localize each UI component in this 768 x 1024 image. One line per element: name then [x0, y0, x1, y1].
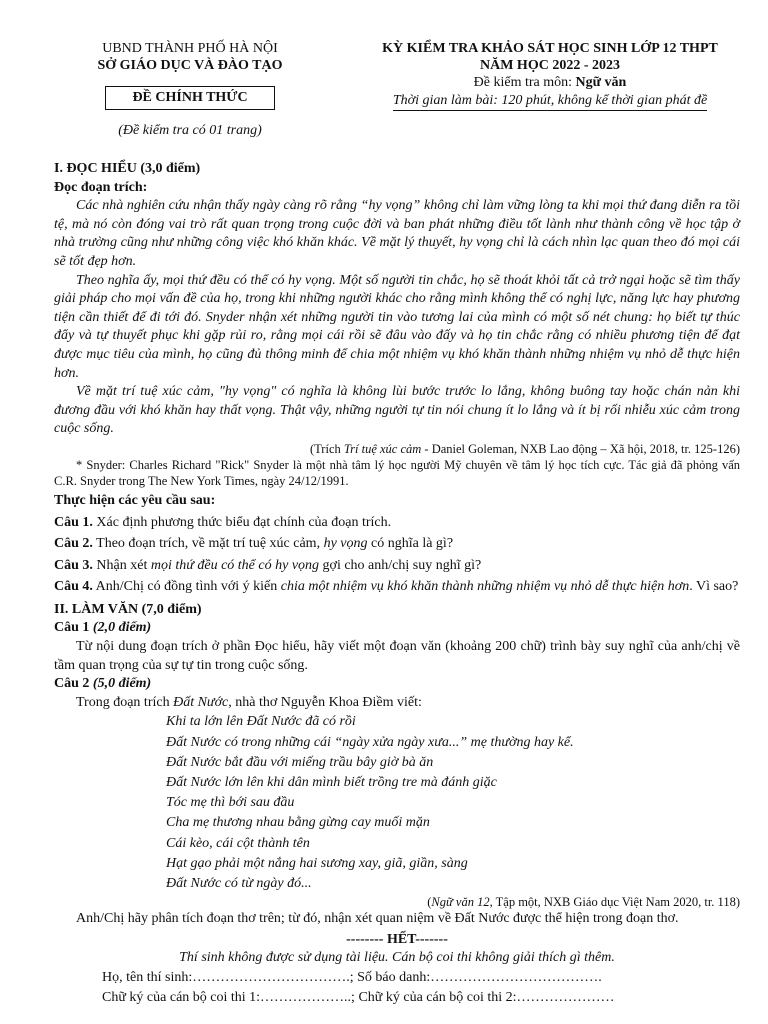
exam-body [54, 158, 740, 1009]
school-year: NĂM HỌC 2022 - 2023 [480, 58, 620, 73]
subject-name: Ngữ văn [575, 75, 627, 90]
q2-label: Câu 2. [54, 536, 93, 552]
exam-header [54, 40, 740, 148]
proctor-signature-line: Chữ ký của cán bộ coi thi 1:………………..; Chữ ký của cán bộ coi thi 2:………………… [102, 990, 615, 1006]
pages-note: (Đề kiểm tra có 01 trang) [118, 123, 262, 138]
task-label: Thực hiện các yêu cầu sau: [54, 492, 216, 508]
read-label: Đọc đoạn trích: [54, 179, 148, 195]
c2-intro-b: , nhà thơ Nguyễn Khoa Điềm viết: [228, 694, 422, 710]
part2-title: II. LÀM VĂN (7,0 điểm) [54, 601, 202, 617]
question-3 [54, 557, 740, 576]
passage-source [54, 441, 740, 457]
end-marker: -------- HẾT------- [346, 931, 448, 947]
poem-line: Đất Nước có từ ngày đó... [166, 876, 312, 892]
passage-paragraph: Theo nghĩa ấy, mọi thứ đều có thể có hy vọng. Một số người tin chắc, họ sẽ thoát khỏi tất cả trở ngại hoặc sẽ tìm thấy giải pháp cho mọi vấn đề của họ, trong khi những người khác cho rằng mình không thể có nghị lực, năng lực hay phương tiện cần thiết để đi tới đó. Snyder nhận xét những người tin vào tương lai của mình có một số nét chung: họ biết tự thúc đẩy và tự thuyết phục khi gặp rủi ro, rằng mọi cái rồi sẽ đâu vào đấy và họ tin chắc rằng có nhiều phương tiện để đạt được mục tiêu của mình, họ cũng đủ thông minh để chia một nhiệm vụ khó khăn thành những nhiệm vụ nhỏ dễ thực hiện hơn. [54, 272, 740, 381]
c2-intro-emphasis: Đất Nước [173, 694, 229, 710]
exam-title: KỲ KIỂM TRA KHẢO SÁT HỌC SINH LỚP 12 THPT [382, 41, 718, 56]
source-prefix: (Trích [309, 441, 344, 456]
time-line: Thời gian làm bài: 120 phút, không kể thời gian phát đề [393, 92, 707, 111]
q2-text-a: Theo đoạn trích, về mặt trí tuệ xúc cảm, [92, 536, 324, 552]
c2-label: Câu 2 [54, 676, 93, 692]
poem-line: Đất Nước bắt đầu với miếng trầu bây giờ bà ăn [166, 754, 434, 770]
q1-label: Câu 1. [54, 514, 93, 530]
poem-line: Khi ta lớn lên Đất Nước đã có rồi [166, 714, 356, 730]
poem-line: Đất Nước có trong những cái “ngày xửa ngày xưa...” mẹ thường hay kể. [166, 734, 574, 750]
c1-points: (2,0 điểm) [92, 620, 152, 636]
source-rest: - Daniel Goleman, NXB Lao động – Xã hội, 2018, tr. 125-126) [421, 441, 740, 456]
q1-text: Xác định phương thức biểu đạt chính của đoạn trích. [92, 514, 392, 530]
subject-prefix: Đề kiểm tra môn: [473, 75, 576, 90]
q2-emphasis: hy vọng [323, 536, 368, 552]
c1-label: Câu 1 [54, 620, 93, 636]
exam-page [54, 40, 740, 1006]
q4-text-a: Anh/Chị có đồng tình với ý kiến [92, 579, 281, 595]
poem-source-title: Ngữ văn 12 [431, 895, 490, 910]
c1-heading [54, 619, 740, 638]
passage-paragraph: Về mặt trí tuệ xúc cảm, "hy vọng" có nghĩa là không lùi bước trước lo lắng, không buông tay hoặc chán nản khi đương đầu với khó khăn hay thất vọng. Thật vậy, những người tự tin nói chung ít lo lắng và ít bị rối nhiễu xúc cảm trong cuộc sống. [54, 384, 740, 437]
q3-text-a: Nhận xét [92, 557, 151, 573]
department-name: SỞ GIÁO DỤC VÀ ĐÀO TẠO [97, 58, 283, 73]
footer-note: Thí sinh không được sử dụng tài liệu. Cán bộ coi thi không giải thích gì thêm. [179, 950, 615, 966]
city-committee: UBND THÀNH PHỐ HÀ NỘI [102, 41, 278, 56]
footnote: * Snyder: Charles Richard "Rick" Snyder là một nhà tâm lý học người Mỹ chuyên về tâm lý học tích cực. Tác giả đã phỏng vấn C.R. Snyder trong The New York Times, ngày 24/12/1991. [54, 457, 740, 488]
q2-text-b: có nghĩa là gì? [367, 536, 454, 552]
q3-text-b: gợi cho anh/chị suy nghĩ gì? [319, 557, 482, 573]
header-right [340, 40, 760, 111]
poem-source-rest: , Tập một, NXB Giáo dục Việt Nam 2020, tr. 118) [489, 895, 740, 910]
poem-line: Cái kèo, cái cột thành tên [166, 835, 310, 851]
part1-title: I. ĐỌC HIỂU (3,0 điểm) [54, 161, 201, 176]
q4-emphasis: chia một nhiệm vụ khó khăn thành những nhiệm vụ nhỏ dễ thực hiện hơn [280, 579, 690, 595]
question-4 [54, 578, 740, 597]
q3-emphasis: mọi thứ đều có thể có hy vọng [150, 557, 320, 573]
c2-points: (5,0 điểm) [92, 676, 152, 692]
question-2 [54, 535, 740, 554]
poem-line: Cha mẹ thương nhau bằng gừng cay muối mặn [166, 815, 430, 831]
c2-heading [54, 675, 740, 694]
header-left [54, 40, 326, 139]
source-title: Trí tuệ xúc cảm [343, 441, 422, 456]
passage-paragraph: Các nhà nghiên cứu nhận thấy ngày càng rõ rằng “hy vọng” không chỉ làm vững lòng ta khi mọi thứ đang diễn ra tồi tệ, mà nó còn đóng vai trò rất quan trọng trong cuộc đời và ban phát những điều tốt lành như thành công về học tập ở nhà trường cũng như những công việc khó khăn khác. Về mặt lý thuyết, hy vọng chỉ là cách nhìn lạc quan theo đó mọi cái sẽ tốt đẹp hơn. [54, 198, 740, 269]
poem-source: (Ngữ văn 12, Tập một, NXB Giáo dục Việt Nam 2020, tr. 118) [427, 895, 740, 910]
q3-label: Câu 3. [54, 557, 93, 573]
poem [54, 712, 740, 894]
c2-intro-a: Trong đoạn trích [76, 694, 174, 710]
c1-text: Từ nội dung đoạn trích ở phần Đọc hiểu, hãy viết một đoạn văn (khoảng 200 chữ) trình bày suy nghĩ của anh/chị về tầm quan trọng của sự tự tin trong cuộc sống. [54, 639, 740, 673]
poem-line: Hạt gạo phải một nắng hai sương xay, giã, giần, sàng [166, 855, 468, 871]
poem-line: Tóc mẹ thì bới sau đầu [166, 795, 295, 811]
official-box-wrap [54, 86, 326, 110]
q4-text-b: . Vì sao? [689, 579, 739, 595]
c2-intro [54, 694, 740, 713]
c2-task: Anh/Chị hãy phân tích đoạn thơ trên; từ đó, nhận xét quan niệm về Đất Nước được thể hiện trong đoạn thơ. [76, 911, 679, 927]
candidate-line: Họ, tên thí sinh:…………………………….; Số báo danh:………………………………. [102, 970, 602, 986]
subject-line [340, 74, 760, 91]
q4-label: Câu 4. [54, 579, 93, 595]
official-label: ĐỀ CHÍNH THỨC [105, 86, 274, 110]
question-1 [54, 514, 740, 533]
poem-line: Đất Nước lớn lên khi dân mình biết trồng tre mà đánh giặc [166, 775, 497, 791]
